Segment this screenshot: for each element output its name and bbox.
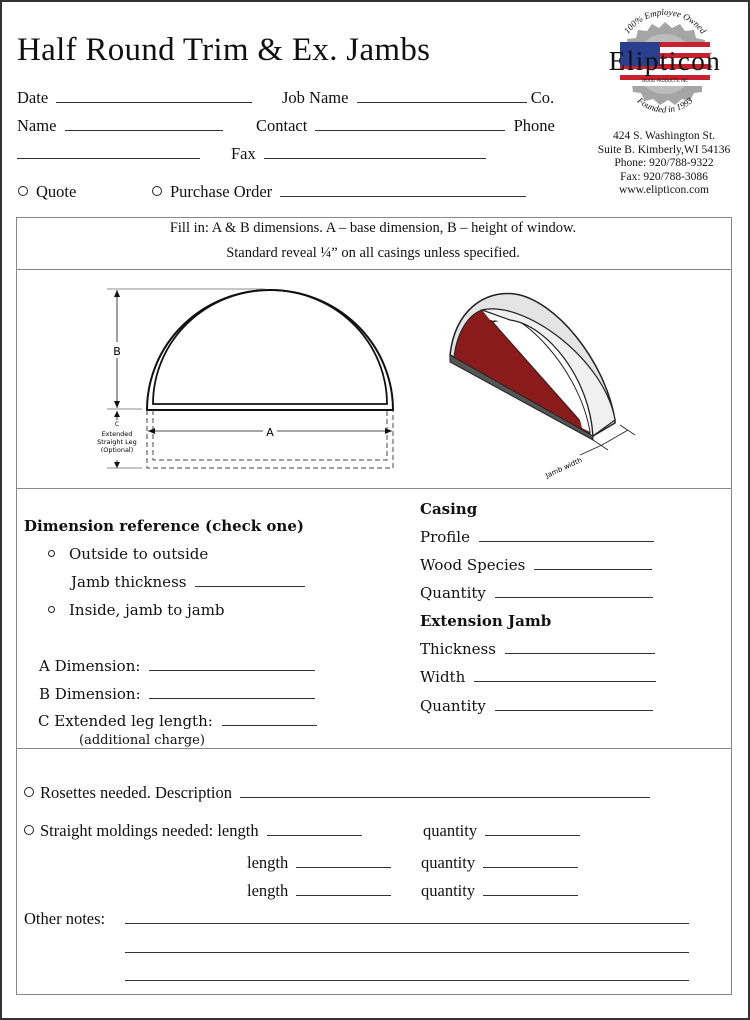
length-field-2[interactable] <box>296 855 391 868</box>
elipticon-logo <box>590 8 740 126</box>
svg-text:(Optional): (Optional) <box>100 446 134 454</box>
length-row-3 <box>247 881 391 901</box>
svg-text:100% Employee Owned: 100% Employee Owned <box>621 8 709 36</box>
jamb-quantity-field[interactable] <box>495 698 653 711</box>
quantity-label-2: quantity <box>421 853 476 872</box>
half-round-diagram <box>80 280 410 480</box>
a-dimension-row <box>39 657 315 675</box>
wood-species-label: Wood Species <box>420 556 526 574</box>
jamb-thickness-row <box>71 573 305 591</box>
quantity-field-2[interactable] <box>483 855 578 868</box>
other-notes-row <box>24 909 105 929</box>
casing-heading: Casing <box>420 500 478 518</box>
company-phone-field[interactable] <box>17 146 200 159</box>
extension-jamb-3d-diagram <box>430 280 650 480</box>
width-field[interactable] <box>474 669 656 682</box>
quote-option[interactable] <box>18 182 76 202</box>
quantity-field-3[interactable] <box>483 883 578 896</box>
label-b: B <box>113 345 121 358</box>
contact-field[interactable] <box>315 118 505 131</box>
svg-text:C: C <box>114 421 120 428</box>
a-dimension-label: A Dimension: <box>39 657 141 675</box>
jamb-quantity-row <box>420 697 653 715</box>
quote-radio[interactable] <box>18 186 28 196</box>
length-label-2: length <box>247 853 289 872</box>
quantity-label-3: quantity <box>421 881 476 900</box>
rosettes-label: Rosettes needed. Description <box>40 783 232 802</box>
name-label: Name <box>17 116 57 135</box>
outside-to-outside-radio[interactable] <box>48 550 55 557</box>
quote-label: Quote <box>36 182 77 201</box>
c-extended-leg-label: C Extended leg length: <box>38 712 213 730</box>
date-field[interactable] <box>56 90 252 103</box>
profile-label: Profile <box>420 528 470 546</box>
casing-quantity-row <box>420 584 653 602</box>
address-line2: Suite B. Kimberly,WI 54136 <box>597 143 731 156</box>
other-notes-field-2[interactable] <box>125 940 689 953</box>
quantity-field-1[interactable] <box>485 823 580 836</box>
additional-charge-note: (additional charge) <box>79 733 205 748</box>
thickness-field[interactable] <box>505 641 655 654</box>
fax-label: Fax <box>231 144 256 163</box>
instructions-line1: Fill in: A & B dimensions. A – base dimension, B – height of window. <box>169 220 577 236</box>
saw-blade-flag-icon <box>590 8 740 126</box>
quantity-row-2 <box>421 853 578 873</box>
straight-moldings-option <box>24 821 362 841</box>
a-dimension-field[interactable] <box>149 658 315 671</box>
purchase-order-field[interactable] <box>280 184 526 197</box>
svg-text:Straight Leg: Straight Leg <box>97 438 137 446</box>
rosettes-option <box>24 783 650 803</box>
instructions-line2: Standard reveal ¼” on all casings unless specified. <box>226 245 520 261</box>
quantity-label-1: quantity <box>423 821 478 840</box>
quantity-row-1 <box>423 821 580 841</box>
profile-row <box>420 528 654 546</box>
address-website: www.elipticon.com <box>619 184 709 196</box>
length-label-3: length <box>247 881 289 900</box>
name-field[interactable] <box>65 118 223 131</box>
inside-jamb-option[interactable] <box>48 601 225 619</box>
outside-to-outside-option[interactable] <box>48 545 208 563</box>
inside-jamb-radio[interactable] <box>48 606 55 613</box>
wood-species-row <box>420 556 652 574</box>
address-phone: Phone: 920/788-9322 <box>614 157 714 169</box>
length-row-2 <box>247 853 391 873</box>
casing-quantity-field[interactable] <box>495 585 653 598</box>
width-row <box>420 668 656 686</box>
c-extended-leg-row <box>38 712 317 730</box>
other-notes-field-1[interactable] <box>125 911 689 924</box>
contact-label: Contact <box>256 116 308 135</box>
label-a: A <box>266 426 274 439</box>
divider <box>16 748 732 749</box>
jamb-thickness-label: Jamb thickness <box>71 573 187 591</box>
casing-quantity-label: Quantity <box>420 584 486 602</box>
svg-text:Elipticon: Elipticon <box>608 46 722 76</box>
outside-to-outside-label: Outside to outside <box>69 545 209 563</box>
date-label: Date <box>17 88 49 107</box>
extension-jamb-heading: Extension Jamb <box>420 612 552 630</box>
wood-species-field[interactable] <box>534 557 652 570</box>
other-notes-label: Other notes: <box>24 909 106 928</box>
contact-row <box>256 116 555 136</box>
length-field-3[interactable] <box>296 883 391 896</box>
divider <box>16 488 732 489</box>
svg-text:Founded in 1993: Founded in 1993 <box>635 95 695 115</box>
jamb-width-label: Jamb width <box>544 456 584 480</box>
thickness-label: Thickness <box>420 640 496 658</box>
co-label: Co. <box>530 88 555 107</box>
fax-row <box>231 144 486 164</box>
straight-moldings-label: Straight moldings needed: length <box>40 821 259 840</box>
svg-text:Extended: Extended <box>101 430 133 438</box>
rosettes-radio[interactable] <box>24 787 34 797</box>
purchase-order-radio[interactable] <box>152 186 162 196</box>
width-label: Width <box>420 668 466 686</box>
svg-text:WOOD PRODUCTS, INC: WOOD PRODUCTS, INC <box>641 78 689 83</box>
b-dimension-field[interactable] <box>149 686 315 699</box>
name-row <box>17 116 223 136</box>
other-notes-field-3[interactable] <box>125 968 689 981</box>
jamb-thickness-field[interactable] <box>195 574 305 587</box>
fax-field[interactable] <box>264 146 486 159</box>
purchase-order-label: Purchase Order <box>170 182 273 201</box>
dimension-reference-heading: Dimension reference (check one) <box>24 517 304 535</box>
address-fax: Fax: 920/788-3086 <box>620 170 708 183</box>
address-line1: 424 S. Washington St. <box>612 130 716 142</box>
b-dimension-label: B Dimension: <box>39 685 141 703</box>
length-field-1[interactable] <box>267 823 362 836</box>
divider <box>16 269 732 270</box>
straight-moldings-radio[interactable] <box>24 825 34 835</box>
thickness-row <box>420 640 655 658</box>
jamb-quantity-label: Quantity <box>420 697 486 715</box>
rosettes-description-field[interactable] <box>240 785 650 798</box>
b-dimension-row <box>39 685 315 703</box>
inside-jamb-label: Inside, jamb to jamb <box>69 601 225 619</box>
job-name-label: Job Name <box>282 88 349 107</box>
job-name-row <box>282 88 554 108</box>
profile-field[interactable] <box>479 529 654 542</box>
quantity-row-3 <box>421 881 578 901</box>
purchase-order-option[interactable] <box>152 182 526 202</box>
job-name-field[interactable] <box>357 90 527 103</box>
company-address <box>578 130 750 198</box>
phone-label: Phone <box>513 116 555 135</box>
form-title: Half Round Trim & Ex. Jambs <box>17 32 431 68</box>
c-extended-leg-field[interactable] <box>222 713 317 726</box>
company-phone-row <box>17 144 200 164</box>
date-row <box>17 88 252 108</box>
